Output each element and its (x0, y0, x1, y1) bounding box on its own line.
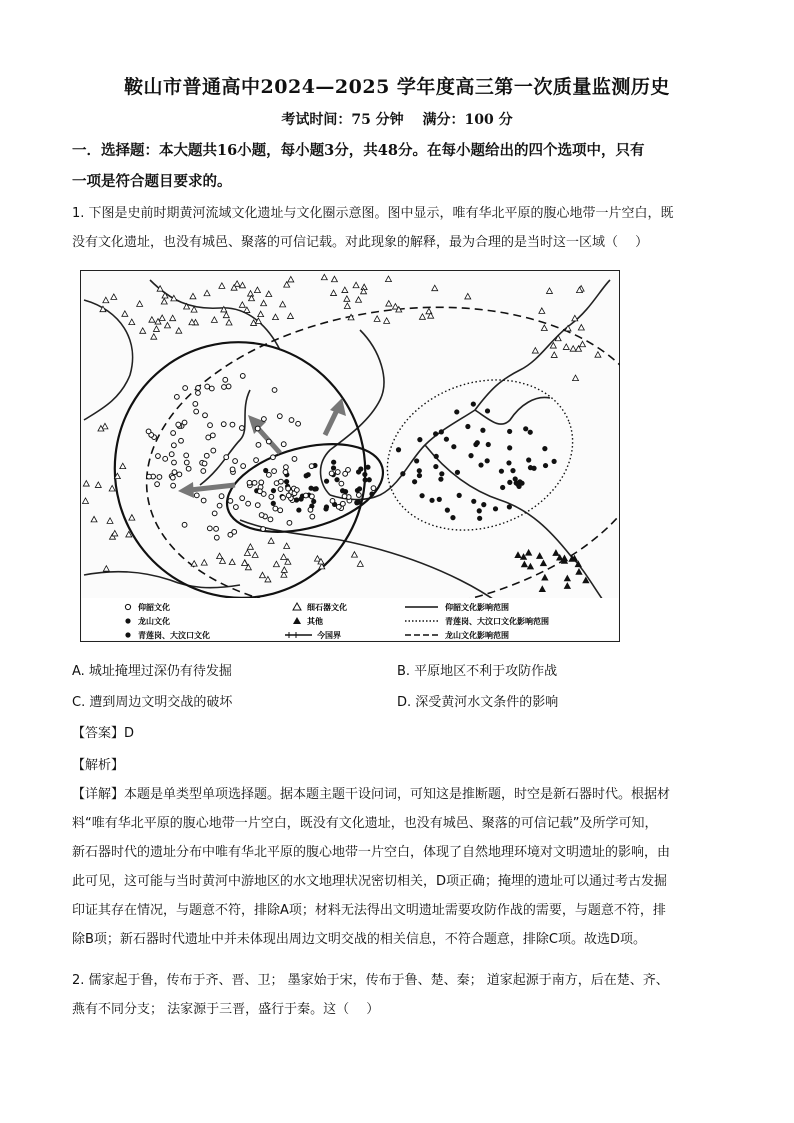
yangshao-site-marker (223, 377, 228, 382)
longshan-site-marker (451, 444, 456, 449)
yangshao-site-marker (281, 495, 286, 500)
yangshao-site-marker (171, 483, 176, 488)
yangshao-site-marker (247, 480, 252, 485)
yangshao-site-marker (259, 513, 264, 518)
longshan-site-marker (334, 477, 339, 482)
yangshao-site-marker (259, 480, 264, 485)
yangshao-site-marker (266, 472, 271, 477)
yangshao-site-marker (261, 417, 266, 422)
yangshao-site-marker (261, 527, 266, 532)
longshan-site-marker (510, 468, 515, 473)
yangshao-site-marker (292, 457, 297, 462)
yangshao-site-marker (271, 455, 276, 460)
longshan-site-marker (369, 491, 374, 496)
longshan-site-marker (439, 429, 444, 434)
longshan-site-marker (455, 470, 460, 475)
yangshao-site-marker (240, 496, 245, 501)
yangshao-site-marker (201, 469, 206, 474)
yangshao-site-marker (289, 418, 294, 423)
yangshao-site-marker (343, 471, 348, 476)
yangshao-site-marker (156, 454, 161, 459)
longshan-site-marker (324, 504, 329, 509)
longshan-site-marker (417, 437, 422, 442)
yangshao-site-marker (371, 486, 376, 491)
yangshao-site-marker (184, 453, 189, 458)
yangshao-site-marker (273, 506, 278, 511)
yangshao-site-marker (219, 494, 224, 499)
longshan-site-marker (475, 440, 480, 445)
section-line-1: 一．选择题：本大题共16小题，每小题3分，共48分。在每小题给出的四个选项中，只有 (72, 142, 645, 159)
longshan-site-marker (531, 466, 536, 471)
yangshao-site-marker (174, 394, 179, 399)
yangshao-site-marker (330, 498, 335, 503)
q2-stem-line-1: 2. 儒家起于鲁，传布于齐、晋、卫； 墨家始于宋，传布于鲁、楚、秦； 道家起源于南方，后在楚、齐、 (72, 973, 669, 988)
yangshao-site-marker (283, 470, 288, 475)
longshan-site-marker (457, 493, 462, 498)
longshan-site-marker (471, 401, 476, 406)
yangshao-site-marker (255, 503, 260, 508)
yangshao-site-marker (210, 433, 215, 438)
exam-info: 考试时间：75 分钟 满分：100 分 (281, 112, 513, 128)
yangshao-site-marker (239, 426, 244, 431)
yangshao-site-marker (308, 507, 313, 512)
yangshao-site-marker (272, 388, 277, 393)
yangshao-site-marker (342, 494, 347, 499)
longshan-site-marker (444, 437, 449, 442)
longshan-site-marker (552, 459, 557, 464)
legend-label: 仰韶文化影响范围 (445, 603, 509, 612)
q1-option-c: C. 遭到周边文明交战的破坏 (72, 695, 233, 710)
longshan-site-marker (465, 424, 470, 429)
longshan-site-marker (493, 506, 498, 511)
legend-label: 龙山文化影响范围 (445, 631, 509, 640)
yangshao-site-marker (184, 460, 189, 465)
longshan-site-marker (439, 471, 444, 476)
q1-detail-line: 料“唯有华北平原的腹心地带一片空白，既没有文化遗址，也没有城邑、聚落的可信记载”及所学可知， (72, 816, 658, 831)
yangshao-site-marker (269, 494, 274, 499)
legend-label: 青莲岗、大汶口文化 (138, 631, 210, 640)
longshan-site-marker (263, 468, 268, 473)
yangshao-site-marker (196, 385, 201, 390)
legend-label: 青莲岗、大汶口文化影响范围 (445, 617, 549, 626)
yangshao-site-marker (224, 455, 229, 460)
longshan-site-marker (528, 430, 533, 435)
yangshao-site-marker (279, 479, 284, 484)
yangshao-site-marker (177, 472, 182, 477)
yangshao-site-marker (186, 466, 191, 471)
longshan-site-marker (417, 468, 422, 473)
longshan-site-marker (412, 479, 417, 484)
legend-label: 龙山文化 (138, 617, 170, 626)
yangshao-site-marker (169, 452, 174, 457)
yangshao-site-marker (211, 448, 216, 453)
yangshao-site-marker (258, 489, 263, 494)
longshan-site-marker (519, 481, 524, 486)
yangshao-site-marker (240, 374, 245, 379)
q1-detail (72, 780, 732, 954)
yangshao-site-marker (214, 535, 219, 540)
yangshao-site-marker (147, 474, 152, 479)
yangshao-site-marker (230, 422, 235, 427)
longshan-site-marker (445, 508, 450, 513)
yangshao-site-marker (286, 486, 291, 491)
q1-detail-line: 【详解】本题是单类型单项选择题。据本题主题干设问词，可知这是推断题，时空是新石器时代。根据材 (72, 787, 671, 802)
longshan-site-marker (284, 479, 289, 484)
longshan-site-marker (478, 462, 483, 467)
yangshao-site-marker (339, 481, 344, 486)
yangshao-site-marker (208, 423, 213, 428)
longshan-site-marker (299, 496, 304, 501)
q2-stem-line-2: 燕有不同分支； 法家源于三晋，盛行于秦。这（ ） (72, 1002, 380, 1017)
map-legend (82, 598, 618, 640)
yangshao-site-marker (205, 384, 210, 389)
yangshao-site-marker (171, 431, 176, 436)
yangshao-site-marker (228, 498, 233, 503)
question-2-stem (72, 966, 732, 1024)
yangshao-site-marker (146, 429, 151, 434)
longshan-site-marker (324, 479, 329, 484)
yangshao-site-marker (303, 493, 308, 498)
longshan-site-marker (486, 442, 491, 447)
yangshao-site-marker (266, 439, 271, 444)
yangshao-site-marker (212, 511, 217, 516)
longshan-site-marker (433, 431, 438, 436)
yangshao-site-marker (183, 386, 188, 391)
longshan-site-marker (434, 454, 439, 459)
longshan-site-marker (507, 445, 512, 450)
longshan-site-marker (396, 447, 401, 452)
q1-option-d: D. 深受黄河水文条件的影响 (397, 695, 559, 710)
yangshao-site-marker (172, 470, 177, 475)
longshan-site-marker (526, 457, 531, 462)
longshan-site-marker (543, 463, 548, 468)
yangshao-site-marker (172, 460, 177, 465)
yangshao-site-marker (202, 461, 207, 466)
longshan-site-marker (506, 460, 511, 465)
longshan-site-marker (311, 499, 316, 504)
longshan-site-marker (507, 429, 512, 434)
longshan-site-marker (419, 493, 424, 498)
longshan-site-marker (367, 477, 372, 482)
longshan-site-marker (296, 507, 301, 512)
yangshao-site-marker (230, 467, 235, 472)
longshan-site-marker (438, 477, 443, 482)
longshan-site-marker (485, 408, 490, 413)
longshan-site-marker (414, 458, 419, 463)
longshan-site-marker (485, 458, 490, 463)
longshan-site-marker (357, 486, 362, 491)
q1-stem-line-2: 没有文化遗址，也没有城邑、聚落的可信记载。对此现象的解释，最为合理的是当时这一区域（ ） (72, 235, 649, 250)
q1-detail-line: 除B项；新石器时代遗址中并未体现出周边文明交战的相关信息，不符合题意，排除C项。故选D项。 (72, 932, 647, 947)
yangshao-site-marker (284, 465, 289, 470)
yangshao-site-marker (286, 493, 291, 498)
yangshao-site-marker (201, 498, 206, 503)
longshan-site-marker (343, 489, 348, 494)
yangshao-site-marker (155, 482, 160, 487)
longshan-site-marker (450, 515, 455, 520)
yangshao-site-marker (309, 494, 314, 499)
yangshao-site-marker (277, 414, 282, 419)
yangshao-site-marker (193, 402, 198, 407)
yangshao-site-marker (163, 456, 168, 461)
yangshao-site-marker (278, 487, 283, 492)
longshan-site-marker (507, 480, 512, 485)
yangshao-site-marker (356, 493, 361, 498)
yangshao-site-marker (232, 529, 237, 534)
longshan-site-marker (480, 428, 485, 433)
yangshao-site-marker (179, 438, 184, 443)
yangshao-site-marker (171, 443, 176, 448)
longshan-site-marker (271, 488, 276, 493)
yangshao-site-marker (214, 526, 219, 531)
question-1-stem (72, 199, 732, 257)
yangshao-site-marker (196, 391, 201, 396)
yangshao-site-marker (209, 386, 214, 391)
longshan-site-marker (500, 485, 505, 490)
yangshao-site-marker (256, 442, 261, 447)
yangshao-site-marker (204, 453, 209, 458)
longshan-site-marker (471, 499, 476, 504)
longshan-site-marker (308, 486, 313, 491)
q1-option-b: B. 平原地区不利于攻防作战 (397, 664, 558, 679)
yangshao-site-marker (217, 503, 222, 508)
yangshao-site-marker (309, 464, 314, 469)
yangshao-site-marker (203, 413, 208, 418)
longshan-site-marker (294, 497, 299, 502)
longshan-site-marker (433, 464, 438, 469)
longshan-site-marker (306, 472, 311, 477)
q1-detail-line: 此可见，这可能与当时黄河中游地区的水文地理状况密切相关，D项正确；掩埋的遗址可以通过考古发掘 (72, 874, 668, 889)
section-heading (72, 135, 732, 197)
yangshao-site-marker (207, 526, 212, 531)
legend-label: 细石器文化 (307, 603, 347, 612)
yangshao-site-marker (272, 469, 277, 474)
q1-detail-line: 新石器时代的遗址分布中唯有华北平原的腹心地带一片空白，体现了自然地理环境对文明遗址的影响，由 (72, 845, 671, 860)
longshan-site-marker (429, 498, 434, 503)
longshan-site-marker (354, 500, 359, 505)
yangshao-site-marker (241, 464, 246, 469)
longshan-site-marker (356, 469, 361, 474)
yangshao-site-marker (233, 505, 238, 510)
yangshao-site-marker (233, 459, 238, 464)
yangshao-site-marker (194, 493, 199, 498)
culture-sites-map (80, 270, 620, 642)
yangshao-site-marker (246, 501, 251, 506)
longshan-site-marker (481, 502, 486, 507)
legend-label: 其他 (307, 617, 323, 626)
yangshao-site-marker (182, 522, 187, 527)
yangshao-site-marker (226, 384, 231, 389)
longshan-site-marker (499, 469, 504, 474)
yangshao-site-marker (252, 480, 257, 485)
longshan-site-marker (331, 465, 336, 470)
yangshao-site-marker (329, 471, 334, 476)
longshan-site-marker (477, 516, 482, 521)
yangshao-site-marker (268, 517, 273, 522)
yangshao-site-marker (336, 504, 341, 509)
yangshao-site-marker (221, 422, 226, 427)
yangshao-site-marker (294, 488, 299, 493)
yangshao-site-marker (281, 442, 286, 447)
yangshao-site-marker (157, 475, 162, 480)
longshan-site-marker (417, 473, 422, 478)
yangshao-site-marker (296, 421, 301, 426)
q1-analysis-label: 【解析】 (72, 758, 125, 773)
longshan-site-marker (507, 504, 512, 509)
longshan-site-marker (454, 409, 459, 414)
yangshao-site-marker (254, 458, 259, 463)
yangshao-site-marker (222, 385, 227, 390)
section-line-2: 一项是符合题目要求的。 (72, 173, 232, 190)
yangshao-site-marker (206, 435, 211, 440)
longshan-site-marker (542, 446, 547, 451)
legend-label: 今国界 (317, 631, 341, 640)
longshan-site-marker (271, 501, 276, 506)
longshan-site-marker (400, 471, 405, 476)
legend-label: 仰韶文化 (138, 603, 170, 612)
longshan-site-marker (468, 453, 473, 458)
longshan-site-marker (331, 460, 336, 465)
q1-stem-line-1: 1. 下图是史前时期黄河流域文化遗址与文化圈示意图。图中显示，唯有华北平原的腹心地带一片空白，既 (72, 206, 674, 221)
yangshao-site-marker (194, 409, 199, 414)
yangshao-site-marker (310, 514, 315, 519)
yangshao-site-marker (170, 475, 175, 480)
yangshao-site-marker (287, 520, 292, 525)
page-title: 鞍山市普通高中2024—2025 学年度高三第一次质量监测历史 (124, 76, 670, 98)
yangshao-site-marker (255, 426, 260, 431)
q1-detail-line: 印证其存在情况，与题意不符，排除A项；材料无法得出文明遗址需要攻防作战的需要，与题意不符，排 (72, 903, 666, 918)
q1-option-a: A. 城址掩埋过深仍有待发掘 (72, 664, 232, 679)
q1-answer: 【答案】D (72, 726, 135, 741)
longshan-site-marker (365, 465, 370, 470)
yangshao-site-marker (176, 422, 181, 427)
longshan-site-marker (362, 472, 367, 477)
longshan-site-marker (437, 497, 442, 502)
yangshao-site-marker (335, 470, 340, 475)
longshan-site-marker (477, 508, 482, 513)
longshan-site-marker (523, 426, 528, 431)
yangshao-site-marker (278, 508, 283, 513)
yangshao-site-marker (182, 420, 187, 425)
